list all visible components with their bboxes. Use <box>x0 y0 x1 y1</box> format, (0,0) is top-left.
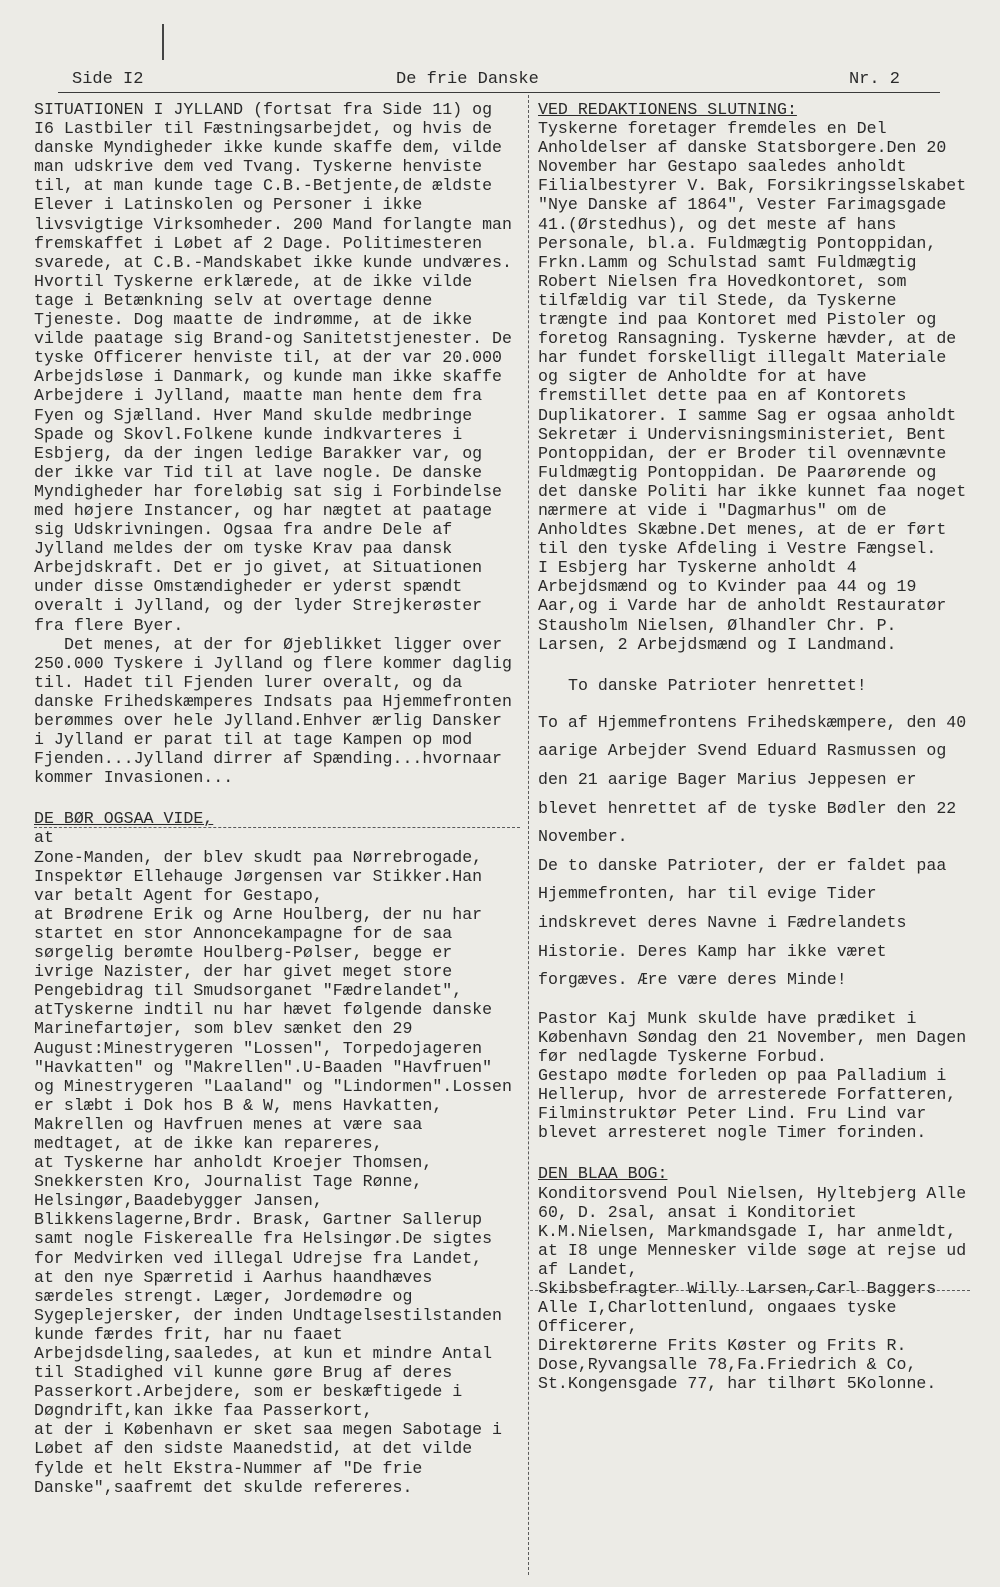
left-column <box>34 100 520 1497</box>
vide-item: at Tyskerne har anholdt Kroejer Thomsen, Snekkersten Kro, Journalist Tage Rønne, Helsingør,Baadebygger Jansen, Blikkenslagerne,Brdr. Brask, Gartner Sallerup samt nogle Fiskerealle fra Helsingør.De sigtes for Medvirken ved illegal Udrejse fra Landet, <box>34 1153 493 1268</box>
page-number: Side I2 <box>72 70 144 89</box>
column-divider <box>528 95 529 1575</box>
situation-article-continued: Det menes, at der for Øjeblikket ligger over 250.000 Tyskere i Jylland og flere kommer daglig til. Hadet til Fjenden lurer overalt, og da danske Frihedskæmperes Indsats paa Hjemmefronten berømmes over hele Jylland.Enhver ærlig Dansker i Jylland er parat til at tage Kampen op mod Fjenden...Jylland dirrer af Spænding...hvornaar kommer Invasionen... <box>34 634 512 788</box>
munk-article: Pastor Kaj Munk skulde have prædiket i København Søndag den 21 November, men Dagen før nedlagde Tyskerne Forbud. <box>538 1008 967 1066</box>
slutning-heading: VED REDAKTIONENS SLUTNING: <box>538 100 797 119</box>
situation-article: SITUATIONEN I JYLLAND (fortsat fra Side 11) og I6 Lastbiler til Fæstningsarbejdet, og hvis de danske Myndigheder ikke kunde skaffe dem, vilde man udskrive dem ved Tvang. Tyskerne henviste til, at man kunde tage C.B.-Betjente,de ældste Elever i Latinskolen og Personer i ikke livsvigtige Virksomheder. 200 Mand forlangte man fremskaffet i Løbet af 2 Dage. Politimesteren svarede, at C.B.-Mandskabet ikke kunde undværes. Hvortil Tyskerne erklærede, at de ikke vilde tage i Betænkning selv at overtage denne Tjeneste. Dog maatte de indrømme, at de ikke vilde paatage sig Brand-og Sanitetstjenester. De tyske Officerer henviste til, at der var 20.000 Arbejdsløse i Danmark, og kunde man ikke skaffe Arbejdere i Jylland, maatte man hente dem fra Fyen og Sjælland. Hver Mand skulde medbringe Spade og Skovl.Folkene kunde indkvarteres i Esbjerg, da der ingen ledige Barakker var, og der ikke var Tid til at lave nogle. De danske Myndigheder har foreløbig sat sig i Forbindelse med højere Instancer, og har nægtet at paatage sig Udskrivningen. Ogsaa fra andre Dele af Jylland meldes der om tyske Krav paa dansk Arbejdskraft. Det er jo givet, at Situationen under disse Omstændigheder er yderst spændt overalt i Jylland, og der lyder Strejkerøster fra flere Byer. <box>34 100 512 635</box>
vide-heading: DE BØR OGSAA VIDE, <box>34 809 214 829</box>
page-header <box>58 70 940 93</box>
bog-item: Konditorsvend Poul Nielsen, Hyltebjerg Alle 60, D. 2sal, ansat i Konditoriet K.M.Nielsen, Markmandsgade I, har anmeldt, at I8 unge Mennesker vilde søge at rejse ud af Landet, <box>538 1183 967 1279</box>
patrioter-heading: To danske Patrioter henrettet! <box>568 675 867 695</box>
right-column <box>538 100 974 1394</box>
patrioter-article: To af Hjemmefrontens Frihedskæmpere, den 40 aarige Arbejder Svend Eduard Rasmussen og den 21 aarige Bager Marius Jeppesen er blevet henrettet af de tyske Bødler den 22 November. <box>538 712 967 847</box>
gestapo-article: Gestapo mødte forleden op paa Palladium i Hellerup, hvor de arresterede Forfatteren, Filminstruktør Peter Lind. Fru Lind var blevet arresteret nogle Timer forinden. <box>538 1066 957 1143</box>
vide-item: atTyskerne indtil nu har hævet følgende danske Marinefartøjer, som blev sænket den 29 August:Minestrygeren "Lossen", Torpedojageren "Havkatten" og "Makrellen".U-Baaden "Havfruen" og Minestrygeren "Laaland" og "Lindormen".Lossen er slæbt i Dok hos B & W, mens Havkatten, Makrellen og Havfruen menes at være saa medtaget, at de ikke kan repareres, <box>34 1000 512 1153</box>
slutning-article: Tyskerne foretager fremdeles en Del Anholdelser af danske Statsborgere.Den 20 November har Gestapo saaledes anholdt Filialbestyrer V. Bak, Forsikringsselskabet "Nye Danske af 1864", Vester Farimagsgade 41.(Ørstedhus), og det meste af hans Personale, bl.a. Fuldmægtig Pontoppidan, Frkn.Lamm og Schulstad samt Fuldmægtig Robert Nielsen fra Hovedkontoret, som tilfældig var til Stede, da Tyskerne trængte ind paa Kontoret med Pistoler og foretog Ransagning. Tyskerne hævder, at de har fundet forskelligt illegalt Materiale og sigter de Anholdte for at have fremstillet dette paa en af Kontorets Duplikatorer. I samme Sag er ogsaa anholdt Sekretær i Undervisningsministeriet, Bent Pontoppidan, der er Broder til ovennævnte Fuldmægtig Pontoppidan. De Paarørende og det danske Politi har ikke kunnet faa noget nærmere at vide i "Dagmarhus" om de Anholdtes Skæbne.Det menes, at de er ført til den tyske Afdeling i Vestre Fængsel. <box>538 119 967 559</box>
pen-mark <box>162 24 164 60</box>
issue-number: Nr. 2 <box>848 70 900 89</box>
patrioter-article-continued: De to danske Patrioter, der er faldet paa Hjemmefronten, har til evige Tider indskrevet deres Navne i Fædrelandets Historie. Deres Kamp har ikke været forgæves. Ære være deres Minde! <box>538 855 947 990</box>
newspaper-title: De frie Danske <box>396 70 539 89</box>
vide-item: at Zone-Manden, der blev skudt paa Nørrebrogade, Inspektør Ellehauge Jørgensen var Stikker.Han var betalt Agent for Gestapo, <box>34 828 483 905</box>
slutning-article-continued: I Esbjerg har Tyskerne anholdt 4 Arbejdsmænd og to Kvinder paa 44 og 19 Aar,og i Varde har de anholdt Restauratør Stausholm Nielsen, Ølhandler Chr. P. Larsen, 2 Arbejdsmænd og I Landmand. <box>538 558 947 654</box>
vide-item: at den nye Spærretid i Aarhus haandhæves særdeles strengt. Læger, Jordemødre og Sygeplejersker, der inden Undtagelsestilstanden kunde færdes frit, har nu faaet Arbejdsdeling,saaledes, at kun et mindre Antal til Stadighed vil kunne gøre Brug af deres Passerkort.Arbejdere, som er beskæftigede i Døgndrift,kan ikke faa Passerkort, <box>34 1267 503 1421</box>
vide-item: at Brødrene Erik og Arne Houlberg, der nu har startet en stor Annoncekampagne for de saa sørgelig berømte Houlberg-Pølser, begge er ivrige Nazister, der har givet meget store Pengebidrag til Smudsorganet "Fædrelandet", <box>34 904 483 1001</box>
bog-item: Skibsbefragter Willy Larsen,Carl Baggers Alle I,Charlottenlund, ongaaes tyske Officerer, <box>538 1278 937 1337</box>
bog-item: Direktørerne Frits Køster og Frits R. Dose,Ryvangsalle 78,Fa.Friedrich & Co, St.Kongensgade 77, har tilhørt 5Kolonne. <box>538 1336 937 1394</box>
bog-heading: DEN BLAA BOG: <box>538 1164 668 1184</box>
vide-item: at der i København er sket saa megen Sabotage i Løbet af den sidste Maanedstid, at det vilde fylde et helt Ekstra-Nummer af "De frie Danske",saafremt det skulde refereres. <box>34 1420 503 1497</box>
